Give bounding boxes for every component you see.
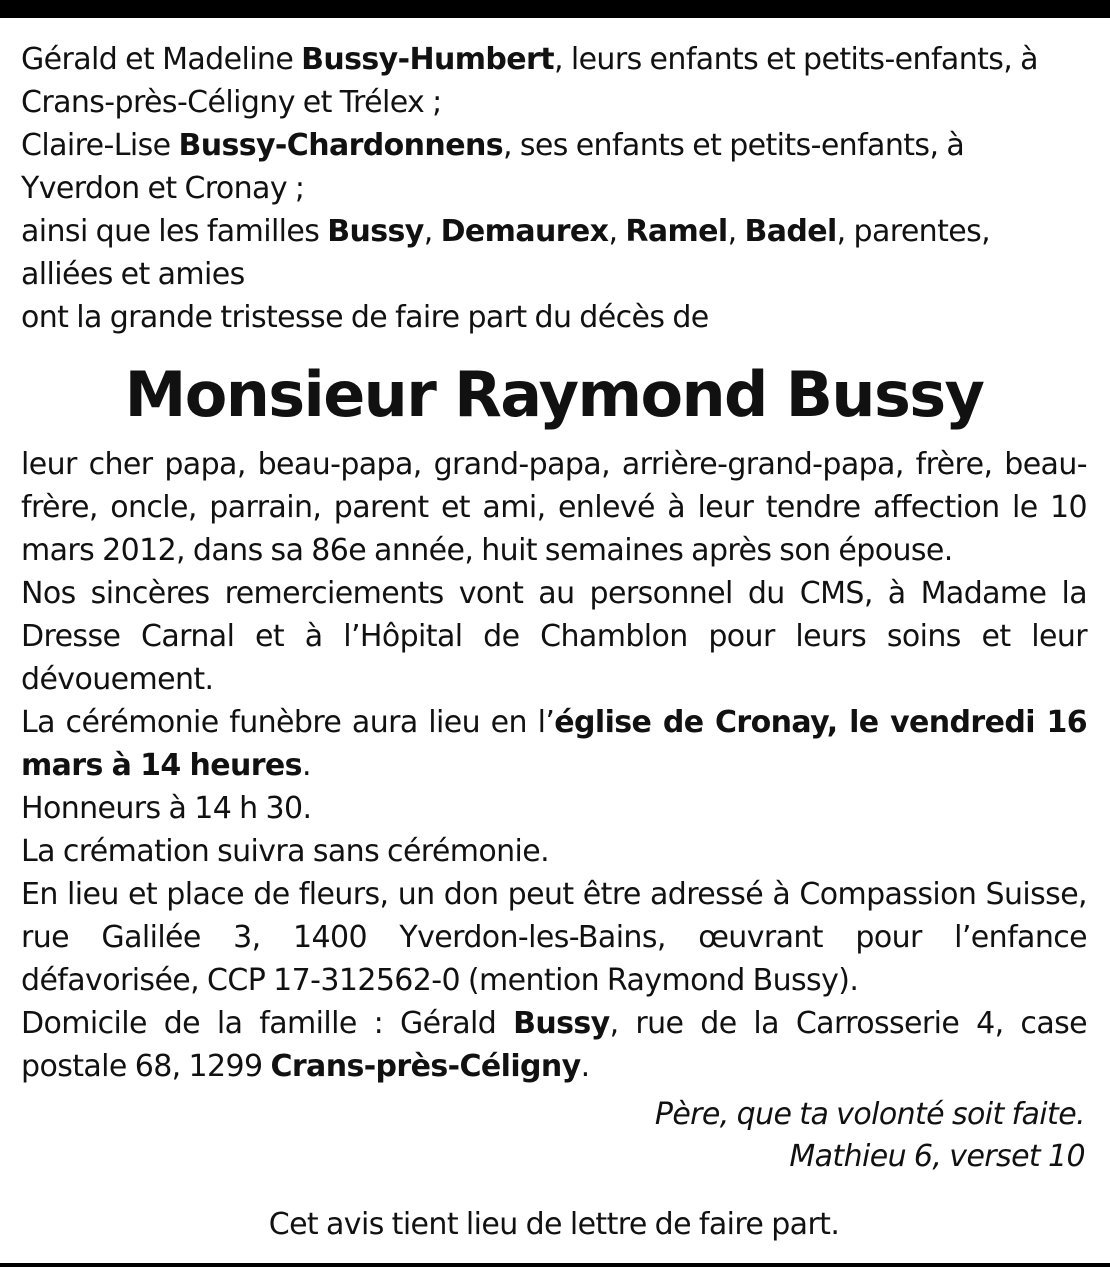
family-name: Ramel bbox=[625, 214, 728, 249]
family-line-bussy-humbert: Gérald et Madeline Bussy-Humbert, leurs enfants et petits-enfants, à Crans-près-Céligny et Trélex ; bbox=[21, 42, 1038, 120]
honours-line: Honneurs à 14 h 30. bbox=[21, 791, 312, 826]
family-name: Bussy bbox=[513, 1006, 610, 1041]
top-rule bbox=[0, 0, 1110, 18]
notice-body bbox=[21, 443, 1087, 1088]
scripture-quote bbox=[21, 1094, 1087, 1178]
tribute-paragraph: leur cher papa, beau-papa, grand-papa, arrière-grand-papa, frère, beau-frère, oncle, parrain, parent et ami, enlevé à leur tendre affection le 10 mars 2012, dans sa 86e année, huit semaines après son épouse. bbox=[21, 447, 1087, 568]
announcement-line: ont la grande tristesse de faire part du décès de bbox=[21, 300, 709, 335]
family-name: Bussy-Chardonnens bbox=[178, 128, 503, 163]
family-name: Bussy-Humbert bbox=[301, 42, 554, 77]
address-place: Crans-près-Céligny bbox=[270, 1049, 581, 1084]
deceased-name: Monsieur Raymond Bussy bbox=[124, 358, 984, 431]
thanks-paragraph: Nos sincères remerciements vont au personnel du CMS, à Madame la Dresse Carnal et à l’Hôpital de Chamblon pour leurs soins et leur dévouement. bbox=[21, 576, 1087, 697]
ceremony-paragraph: La cérémonie funèbre aura lieu en l’église de Cronay, le vendredi 16 mars à 14 heures. bbox=[21, 705, 1088, 783]
cremation-line: La crémation suivra sans cérémonie. bbox=[21, 834, 550, 869]
family-line-bussy-chardonnens: Claire-Lise Bussy-Chardonnens, ses enfants et petits-enfants, à Yverdon et Cronay ; bbox=[21, 128, 965, 206]
family-name: Demaurex bbox=[440, 214, 609, 249]
family-address-paragraph: Domicile de la famille : Gérald Bussy, rue de la Carrosserie 4, case postale 68, 1299 Crans-près-Céligny. bbox=[21, 1006, 1087, 1084]
ceremony-details: église de Cronay, le vendredi 16 mars à 14 heures bbox=[21, 705, 1088, 783]
closing-note: Cet avis tient lieu de lettre de faire part. bbox=[268, 1207, 840, 1242]
bottom-rule bbox=[0, 1263, 1110, 1267]
quote-reference: Mathieu 6, verset 10 bbox=[789, 1139, 1085, 1174]
quote-text: Père, que ta volonté soit faite. bbox=[654, 1097, 1085, 1132]
family-announcement bbox=[21, 38, 1087, 339]
family-name: Bussy bbox=[327, 214, 424, 249]
family-name: Badel bbox=[744, 214, 837, 249]
family-line-related-families: ainsi que les familles Bussy, Demaurex, Ramel, Badel, parentes, alliées et amies bbox=[21, 214, 991, 292]
obituary-notice bbox=[21, 38, 1087, 1246]
donation-paragraph: En lieu et place de fleurs, un don peut être adressé à Compassion Suisse, rue Galilée 3, 1400 Yverdon-les-Bains, œuvrant pour l’enfance défavorisée, CCP 17-312562-0 (mention Raymond Bussy). bbox=[21, 877, 1087, 998]
